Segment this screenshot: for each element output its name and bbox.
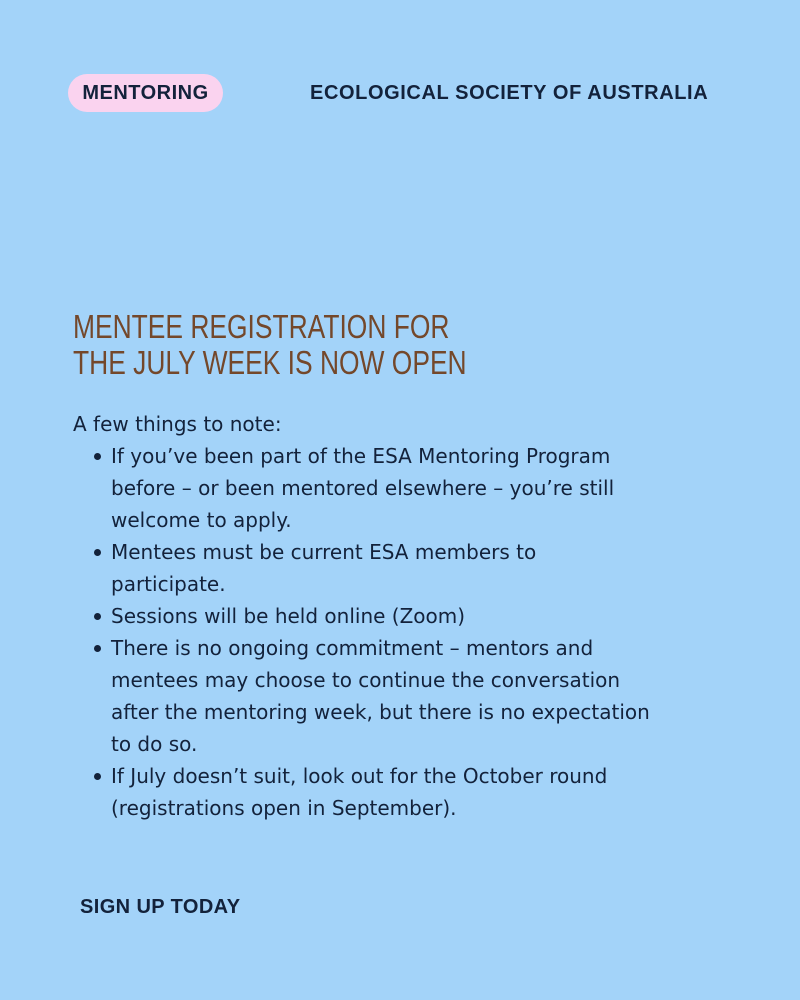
list-item: If July doesn’t suit, look out for the October round (registrations open in September). — [111, 760, 651, 824]
list-item: If you’ve been part of the ESA Mentoring Program before – or been mentored elsewhere – you’re still welcome to apply. — [111, 440, 651, 536]
notes-list — [73, 440, 653, 824]
page-title — [73, 309, 467, 381]
page-title-line-2: THE JULY WEEK IS NOW OPEN — [73, 344, 467, 381]
list-item: Mentees must be current ESA members to participate. — [111, 536, 651, 600]
sign-up-call-to-action: SIGN UP TODAY — [80, 896, 241, 918]
organization-name: ECOLOGICAL SOCIETY OF AUSTRALIA — [310, 82, 709, 104]
notes-intro: A few things to note: — [73, 412, 282, 436]
notes-section — [73, 408, 653, 824]
list-item: Sessions will be held online (Zoom) — [111, 600, 651, 632]
list-item: There is no ongoing commitment – mentors and mentees may choose to continue the conversation after the mentoring week, but there is no expectation to do so. — [111, 632, 651, 760]
mentoring-tag: MENTORING — [68, 74, 223, 112]
page-title-line-1: MENTEE REGISTRATION FOR — [73, 308, 450, 345]
